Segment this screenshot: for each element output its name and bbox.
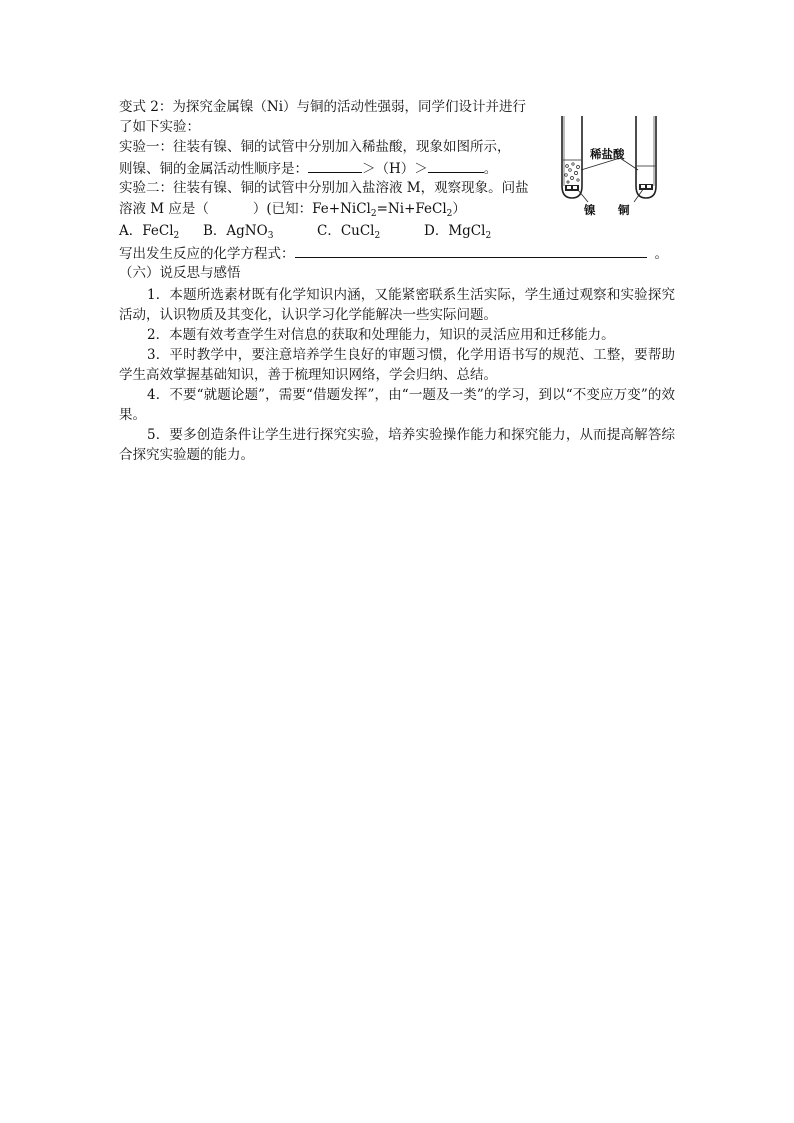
reflection-heading: （六）说反思与感悟 [119, 265, 241, 281]
variant-line-1: 变式 2：为探究金属镍（Ni）与铜的活动性强弱，同学们设计并进行 [119, 99, 527, 115]
reflection-item-2: 2．本题有效考查学生对信息的获取和处理能力，知识的灵活应用和迁移能力。 [147, 327, 615, 343]
copper-test-tube [636, 116, 656, 198]
known-reaction-part-3: ） [452, 201, 466, 217]
option-c[interactable]: C．CuCl$_2$ [317, 223, 381, 241]
nickel-test-tube [562, 116, 582, 198]
solution-question-prompt: 溶液 M 应是（ [119, 201, 209, 217]
subscript: 2 [446, 209, 453, 219]
experiment-2-line: 实验二：往装有镍、铜的试管中分别加入盐溶液 M，观察现象。问盐 [119, 180, 529, 196]
known-reaction-part-2: =Ni+FeCl [376, 201, 447, 217]
dilute-hcl-label: 稀盐酸 [590, 147, 625, 161]
option-b[interactable]: B．AgNO$_3$ [203, 223, 274, 241]
solution-question-line [119, 200, 466, 219]
reflection-item-1: 1．本题所选素材既有化学知识内涵，又能紧密联系生活实际，学生通过观察和实验探究活动，认识物质及其变化，认识学习化学能解决一些实际问题。 [119, 287, 675, 323]
experiment-1-line: 实验一：往装有镍、铜的试管中分别加入稀盐酸，现象如图所示， [119, 139, 511, 155]
equation-answer-blank[interactable] [295, 243, 647, 258]
activity-order-end: 。 [483, 161, 498, 177]
reflection-item-4: 4．不要“就题论题”，需要“借题发挥”，由“一题及一类”的学习，到以“不变应万变”的效果。 [119, 387, 675, 423]
activity-order-prompt: 则镍、铜的金属活动性顺序是： [119, 161, 308, 177]
nickel-label: 镍 [584, 203, 596, 217]
reflection-item-5: 5．要多创造条件让学生进行探究实验，培养实验操作能力和探究能力，从而提高解答综合探究实验题的能力。 [119, 427, 675, 463]
equation-line [119, 243, 668, 264]
activity-order-middle: ＞（H）＞ [362, 161, 428, 177]
reflection-item-3: 3．平时教学中，要注意培养学生良好的审题习惯，化学用语书写的规范、工整，要帮助学生高效掌握基础知识，善于梳理知识网络，学会归纳、总结。 [119, 347, 675, 383]
copper-label: 铜 [618, 203, 630, 217]
option-d[interactable]: D．MgCl$_2$ [424, 223, 492, 241]
answer-blank-1[interactable] [308, 158, 362, 173]
option-a[interactable]: A．FeCl$_2$ [119, 223, 180, 241]
subscript: 2 [370, 209, 377, 219]
options-row [119, 222, 491, 241]
equation-end: 。 [654, 246, 668, 262]
test-tubes-drawing [552, 112, 674, 220]
reflection-list [119, 285, 675, 465]
activity-order-line [119, 158, 497, 179]
answer-blank-2[interactable] [428, 158, 484, 173]
variant-line-2: 了如下实验： [119, 119, 200, 135]
equation-prompt: 写出发生反应的化学方程式： [119, 246, 295, 262]
test-tube-figure [552, 112, 674, 220]
known-reaction-part-1: ）(已知：Fe+NiCl [252, 201, 371, 217]
